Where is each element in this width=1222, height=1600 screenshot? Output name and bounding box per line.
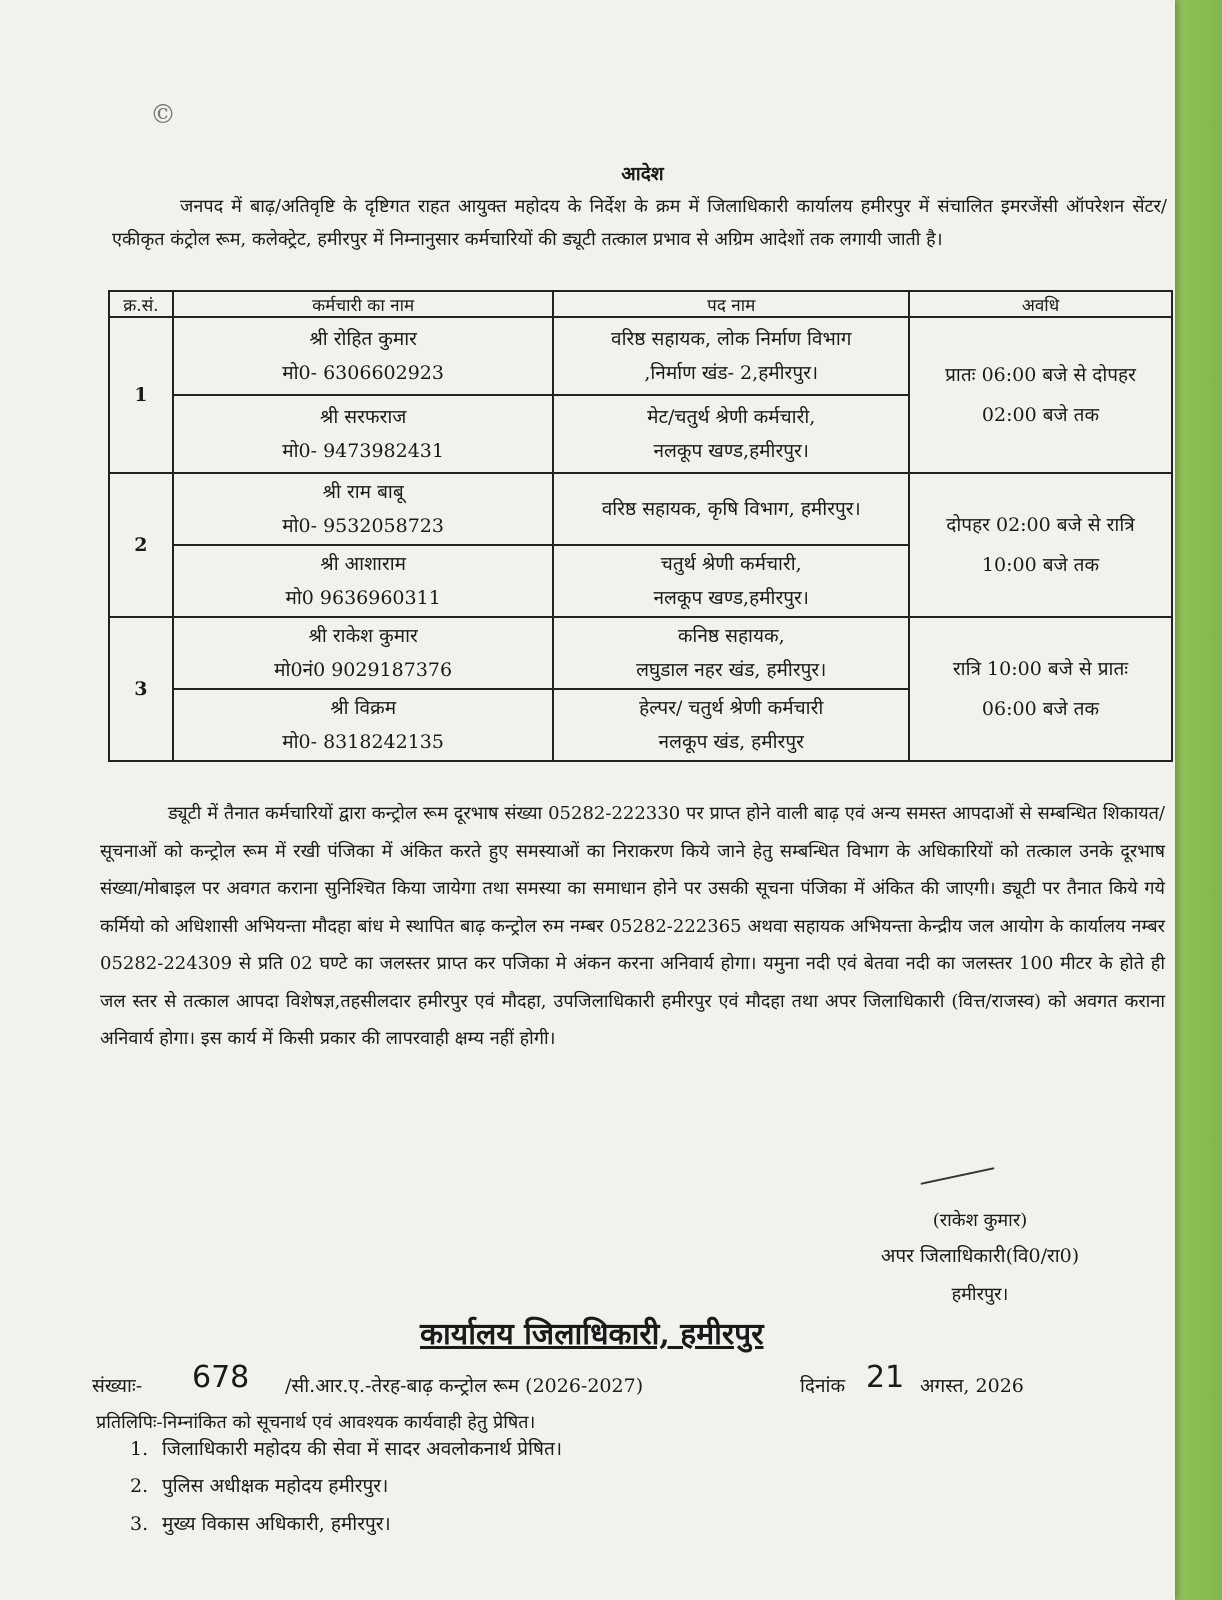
paper-mark-icon: © (150, 100, 176, 130)
date-day: 21 (866, 1360, 905, 1395)
copy-to-heading: प्रतिलिपिः-निम्नांकित को सूचनार्थ एवं आवश्यक कार्यवाही हेतु प्रेषित। (96, 1412, 536, 1433)
employee-cell: श्री रोहित कुमार मो0- 6306602923 (173, 317, 554, 395)
list-item: 2. पुलिस अधीक्षक महोदय हमीरपुर। (130, 1475, 389, 1497)
designation-cell: मेट/चतुर्थ श्रेणी कर्मचारी, नलकूप खण्ड,हमीरपुर। (553, 395, 909, 473)
designation-cell: वरिष्ठ सहायक, कृषि विभाग, हमीरपुर। (553, 473, 909, 545)
employee-cell: श्री सरफराज मो0- 9473982431 (173, 395, 554, 473)
signatory-designation: अपर जिलाधिकारी(वि0/रा0) (880, 1245, 1080, 1267)
col-name: कर्मचारी का नाम (173, 291, 554, 317)
duty-table (108, 290, 1173, 762)
col-designation: पद नाम (553, 291, 909, 317)
employee-cell: श्री आशाराम मो0 9636960311 (173, 545, 554, 617)
designation-cell: कनिष्ठ सहायक, लघुडाल नहर खंड, हमीरपुर। (553, 617, 909, 689)
employee-cell: श्री विक्रम मो0- 8318242135 (173, 689, 554, 761)
list-item: 3. मुख्य विकास अधिकारी, हमीरपुर। (130, 1513, 391, 1535)
duration-cell: रात्रि 10:00 बजे से प्रातः 06:00 बजे तक (909, 617, 1172, 761)
office-heading: कार्यालय जिलाधिकारी, हमीरपुर (420, 1317, 764, 1352)
designation-cell: हेल्पर/ चतुर्थ श्रेणी कर्मचारी नलकूप खंड, हमीरपुर (553, 689, 909, 761)
signatory-name: (राकेश कुमार) (932, 1210, 1028, 1231)
list-item: 1. जिलाधिकारी महोदय की सेवा में सादर अवलोकनार्थ प्रेषित। (130, 1438, 563, 1460)
col-duration: अवधि (909, 291, 1172, 317)
date-label: दिनांक (800, 1375, 846, 1397)
signatory-place: हमीरपुर। (951, 1284, 1009, 1305)
designation-cell: वरिष्ठ सहायक, लोक निर्माण विभाग ,निर्माण खंड- 2,हमीरपुर। (553, 317, 909, 395)
instructions-paragraph: ड्यूटी में तैनात कर्मचारियों द्वारा कन्ट्रोल रूम दूरभाष संख्या 05282-222330 पर प्राप्त होने वाली बाढ़ एवं अन्य समस्त आपदाओं से सम्बन्धित शिकायत/सूचनाओं को कन्ट्रोल रूम में रखी पंजिका में अंकित करते हुए समस्याओं का निराकरण किये जाने हेतु सम्बन्धित विभाग के अधिकारियों को तत्काल उनके दूरभाष संख्या/मोबाइल पर अवगत कराना सुनिश्चित किया जायेगा तथा समस्या का समाधान होने पर उसकी सूचना पंजिका में अंकित की जाएगी। ड्यूटी पर तैनात किये गये कर्मियो को अधिशासी अभियन्ता मौदहा बांध मे स्थापित बाढ़ कन्ट्रोल रुम नम्बर 05282-222365 अथवा सहायक अभियन्ता केन्द्रीय जल आयोग के कार्यालय नम्बर 05282-224309 से प्रति 02 घण्टे का जलस्तर प्राप्त कर पजिका मे अंकन करना अनिवार्य होगा। यमुना नदी एवं बेतवा नदी का जलस्तर 100 मीटर के होते ही जल स्तर से तत्काल आपदा विशेषज्ञ,तहसीलदार हमीरपुर एवं मौदहा, उपजिलाधिकारी हमीरपुर एवं मौदहा तथा अपर जिलाधिकारी (वित्त/राजस्व) को अवगत कराना अनिवार्य होगा। इस कार्य में किसी प्रकार की लापरवाही क्षम्य नहीं होगी। (100, 803, 1165, 1049)
reference-text: /सी.आर.ए.-तेरह-बाढ़ कन्ट्रोल रूम (2026-2027) (285, 1375, 644, 1397)
table-row (109, 617, 1172, 689)
duration-cell: प्रातः 06:00 बजे से दोपहर 02:00 बजे तक (909, 317, 1172, 473)
table-row (109, 317, 1172, 395)
duration-cell: दोपहर 02:00 बजे से रात्रि 10:00 बजे तक (909, 473, 1172, 617)
serial-cell: 3 (109, 617, 173, 761)
serial-cell: 1 (109, 317, 173, 473)
intro-paragraph: जनपद में बाढ़/अतिवृष्टि के दृष्टिगत राहत आयुक्त महोदय के निर्देश के क्रम में जिलाधिकारी कार्यालय हमीरपुर में संचालित इमरजेंसी ऑपरेशन सेंटर/एकीकृत कंट्रोल रूम, कलेक्ट्रेट, हमीरपुर में निम्नानुसार कर्मचारियों की ड्यूटी तत्काल प्रभाव से अग्रिम आदेशों तक लगायी जाती है। (112, 196, 1167, 250)
col-serial: क्र.सं. (109, 291, 173, 317)
reference-number: 678 (192, 1360, 250, 1395)
employee-cell: श्री राकेश कुमार मो0नं0 9029187376 (173, 617, 554, 689)
table-row (109, 473, 1172, 545)
signature-mark (921, 1167, 995, 1185)
order-title: आदेश (621, 163, 664, 185)
designation-cell: चतुर्थ श्रेणी कर्मचारी, नलकूप खण्ड,हमीरपुर। (553, 545, 909, 617)
employee-cell: श्री राम बाबू मो0- 9532058723 (173, 473, 554, 545)
serial-cell: 2 (109, 473, 173, 617)
reference-label: संख्याः- (92, 1375, 143, 1397)
date-month-year: अगस्त, 2026 (920, 1375, 1024, 1397)
